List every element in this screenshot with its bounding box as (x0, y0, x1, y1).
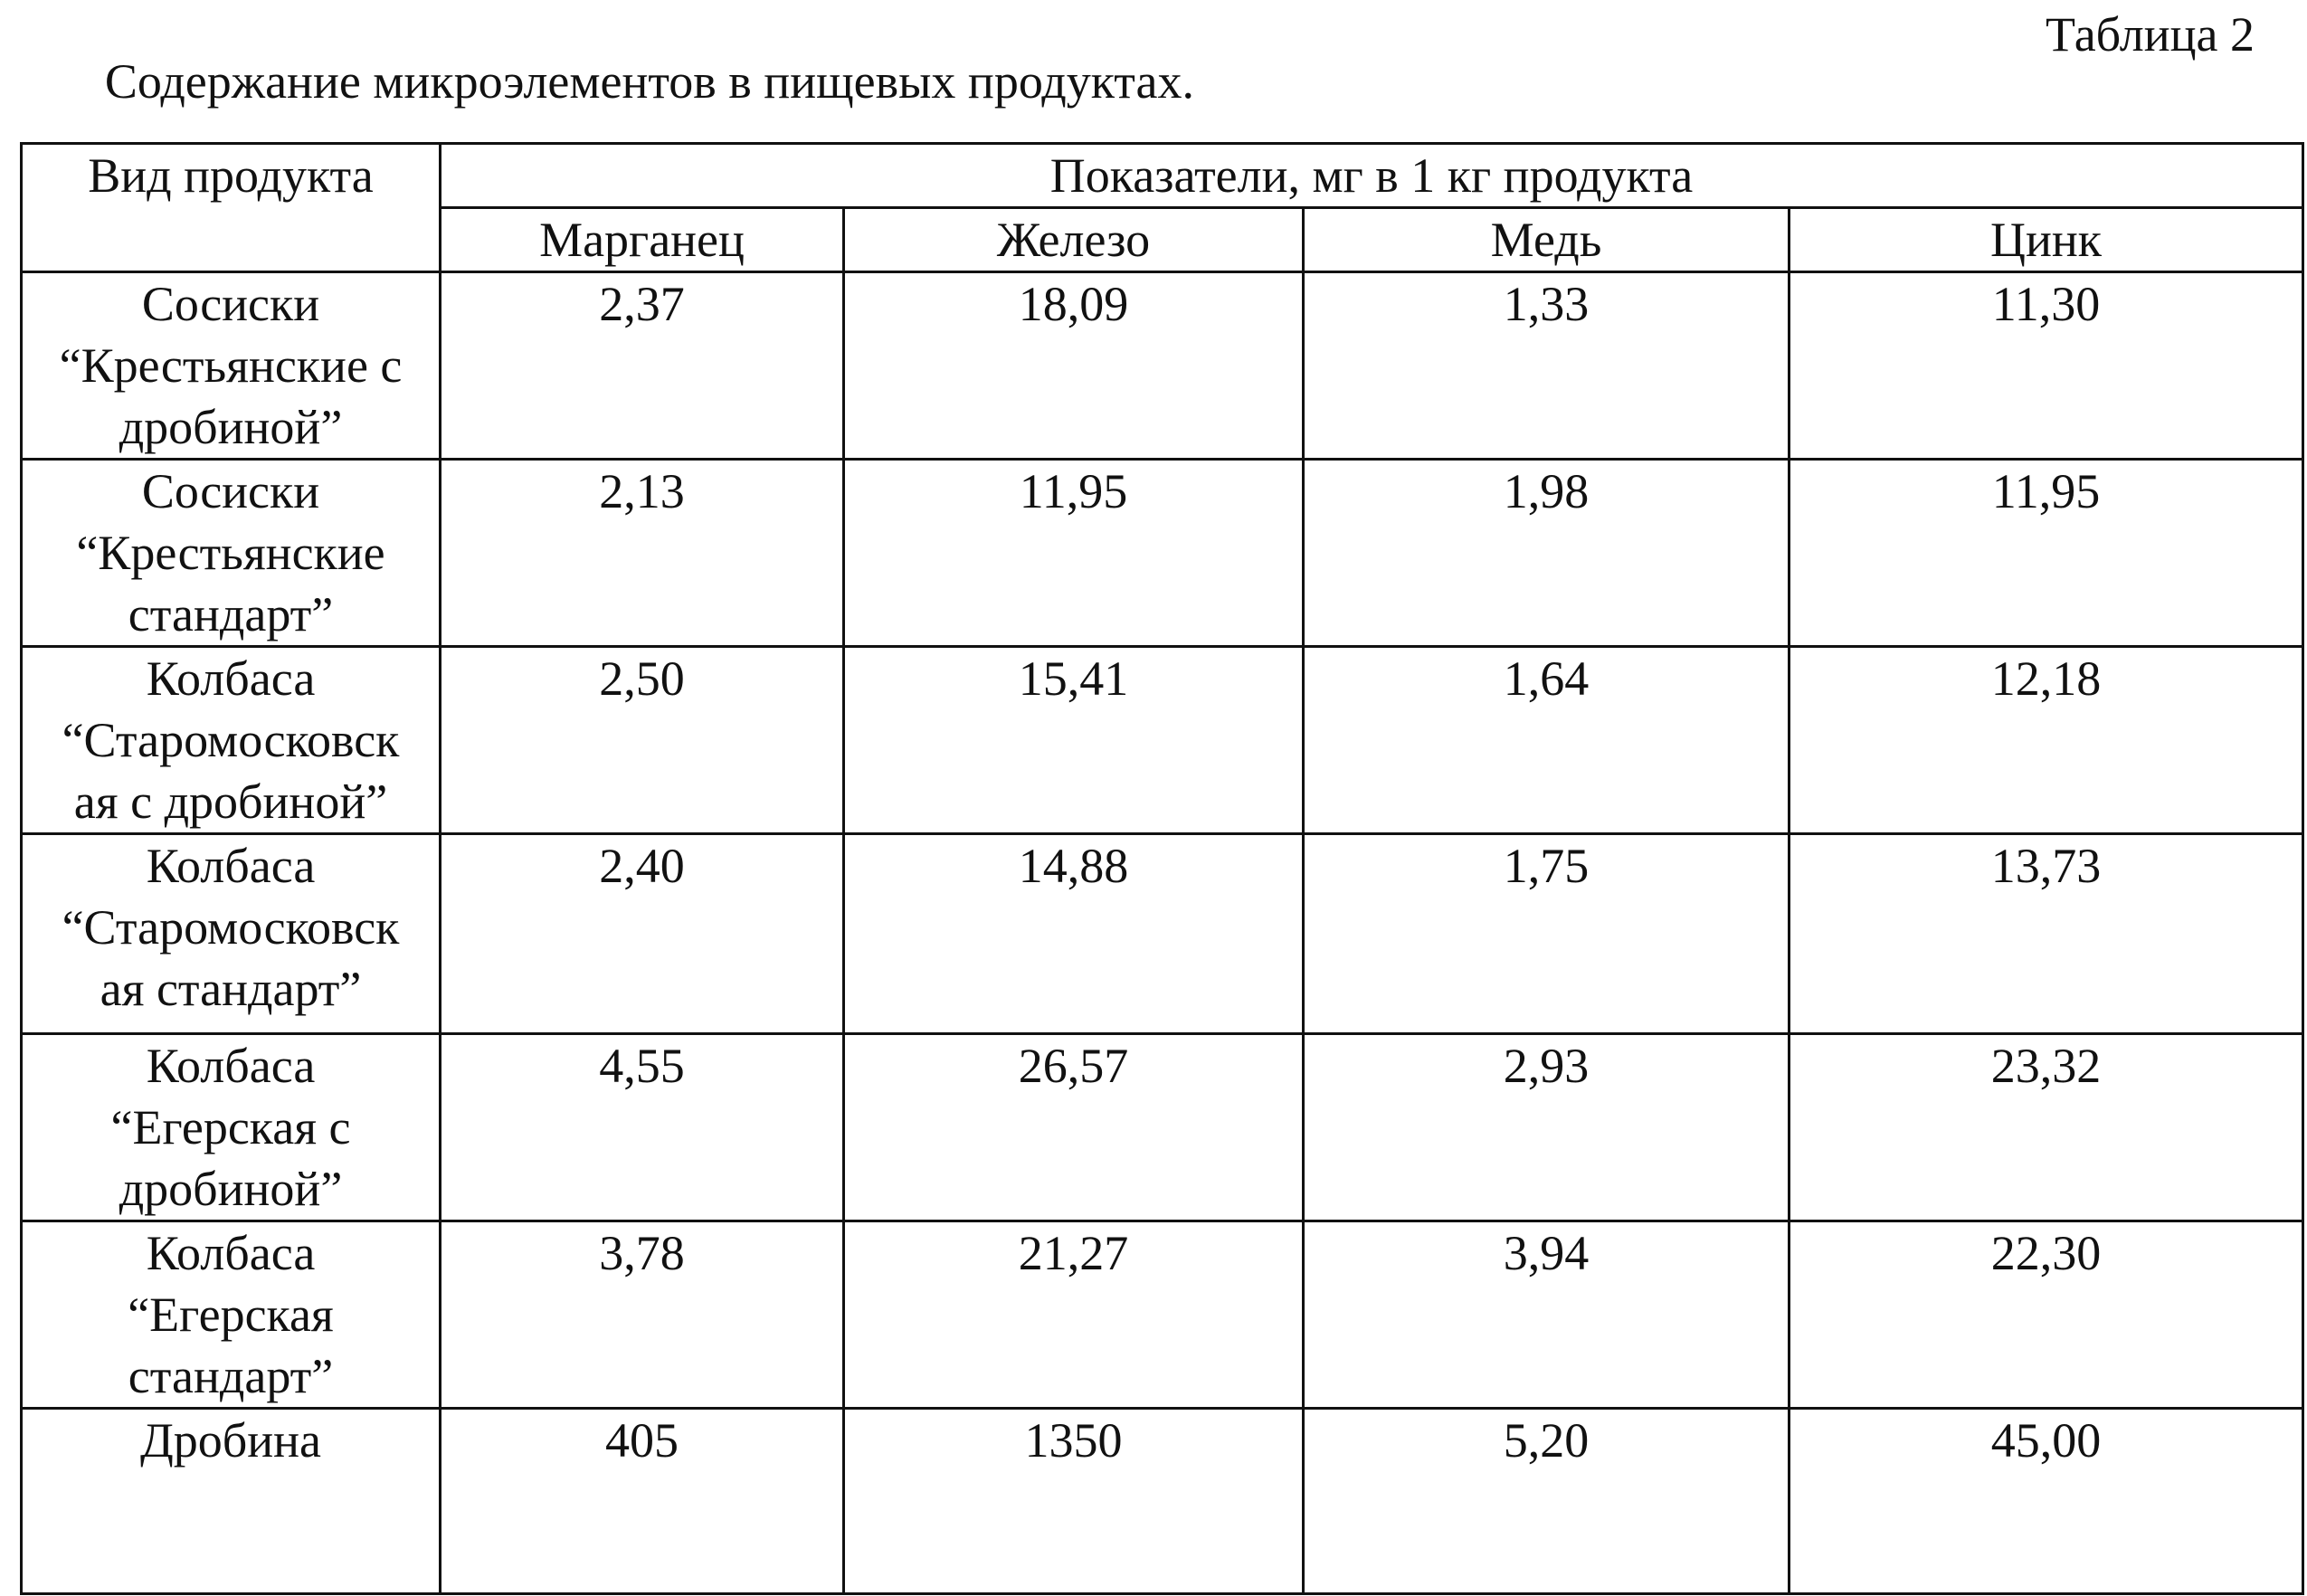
copper-value: 1,98 (1304, 460, 1790, 647)
zinc-value: 23,32 (1790, 1034, 2303, 1221)
product-name-line: дробиной” (119, 400, 343, 454)
iron-value: 15,41 (844, 647, 1304, 834)
product-name-line: “Старомосковск (62, 713, 400, 767)
product-name-line: Колбаса (146, 1226, 316, 1280)
iron-value: 21,27 (844, 1221, 1304, 1409)
zinc-value: 11,95 (1790, 460, 2303, 647)
product-name-line: дробиной” (119, 1162, 343, 1216)
product-name-cell (22, 460, 441, 647)
copper-value: 1,64 (1304, 647, 1790, 834)
product-name-line: ая с дробиной” (73, 774, 388, 829)
product-name-cell (22, 1221, 441, 1409)
manganese-value: 2,13 (441, 460, 844, 647)
column-header-copper: Медь (1304, 208, 1790, 272)
product-name-cell (22, 834, 441, 1034)
table-caption: Содержание микроэлементов в пищевых продуктах. (104, 54, 1194, 109)
copper-value: 3,94 (1304, 1221, 1790, 1409)
product-name-line: стандарт” (128, 587, 334, 641)
table-row (22, 460, 2303, 647)
product-name-line: Сосиски (141, 277, 320, 331)
product-name-cell (22, 272, 441, 460)
product-name-cell (22, 1034, 441, 1221)
zinc-value: 11,30 (1790, 272, 2303, 460)
iron-value: 18,09 (844, 272, 1304, 460)
table-row (22, 272, 2303, 460)
manganese-value: 2,50 (441, 647, 844, 834)
column-header-manganese: Марганец (441, 208, 844, 272)
product-name-line: “Крестьянские с (59, 338, 403, 393)
copper-value: 1,75 (1304, 834, 1790, 1034)
table-number: Таблица 2 (2046, 7, 2255, 62)
product-name-line: стандарт” (128, 1349, 334, 1403)
table-row (22, 834, 2303, 1034)
zinc-value: 45,00 (1790, 1409, 2303, 1594)
table-row (22, 647, 2303, 834)
manganese-value: 2,40 (441, 834, 844, 1034)
table-row (22, 1034, 2303, 1221)
product-name-line: “Старомосковск (62, 900, 400, 955)
indicators-group-header: Показатели, мг в 1 кг продукта (441, 144, 2303, 208)
column-header-iron: Железо (844, 208, 1304, 272)
copper-value: 1,33 (1304, 272, 1790, 460)
product-name-line: Колбаса (146, 839, 316, 893)
product-column-header: Вид продукта (22, 144, 441, 272)
iron-value: 26,57 (844, 1034, 1304, 1221)
table-row (22, 1221, 2303, 1409)
header-row (22, 144, 2303, 208)
product-name-line: Дробина (139, 1413, 322, 1468)
product-name-line: “Крестьянские (76, 526, 385, 580)
product-name-cell (22, 647, 441, 834)
manganese-value: 405 (441, 1409, 844, 1594)
product-name-line: “Егерская (128, 1287, 334, 1342)
manganese-value: 2,37 (441, 272, 844, 460)
product-name-line: Колбаса (146, 651, 316, 706)
product-name-line: “Егерская с (110, 1100, 351, 1154)
product-name-line: Сосиски (141, 464, 320, 518)
copper-value: 5,20 (1304, 1409, 1790, 1594)
product-name-line: ая стандарт” (100, 962, 362, 1016)
copper-value: 2,93 (1304, 1034, 1790, 1221)
product-name-line: Колбаса (146, 1039, 316, 1093)
table-row (22, 1409, 2303, 1594)
zinc-value: 13,73 (1790, 834, 2303, 1034)
iron-value: 14,88 (844, 834, 1304, 1034)
iron-value: 11,95 (844, 460, 1304, 647)
zinc-value: 12,18 (1790, 647, 2303, 834)
manganese-value: 3,78 (441, 1221, 844, 1409)
micronutrient-table (20, 142, 2304, 1595)
zinc-value: 22,30 (1790, 1221, 2303, 1409)
iron-value: 1350 (844, 1409, 1304, 1594)
column-header-zinc: Цинк (1790, 208, 2303, 272)
manganese-value: 4,55 (441, 1034, 844, 1221)
product-name-cell (22, 1409, 441, 1594)
